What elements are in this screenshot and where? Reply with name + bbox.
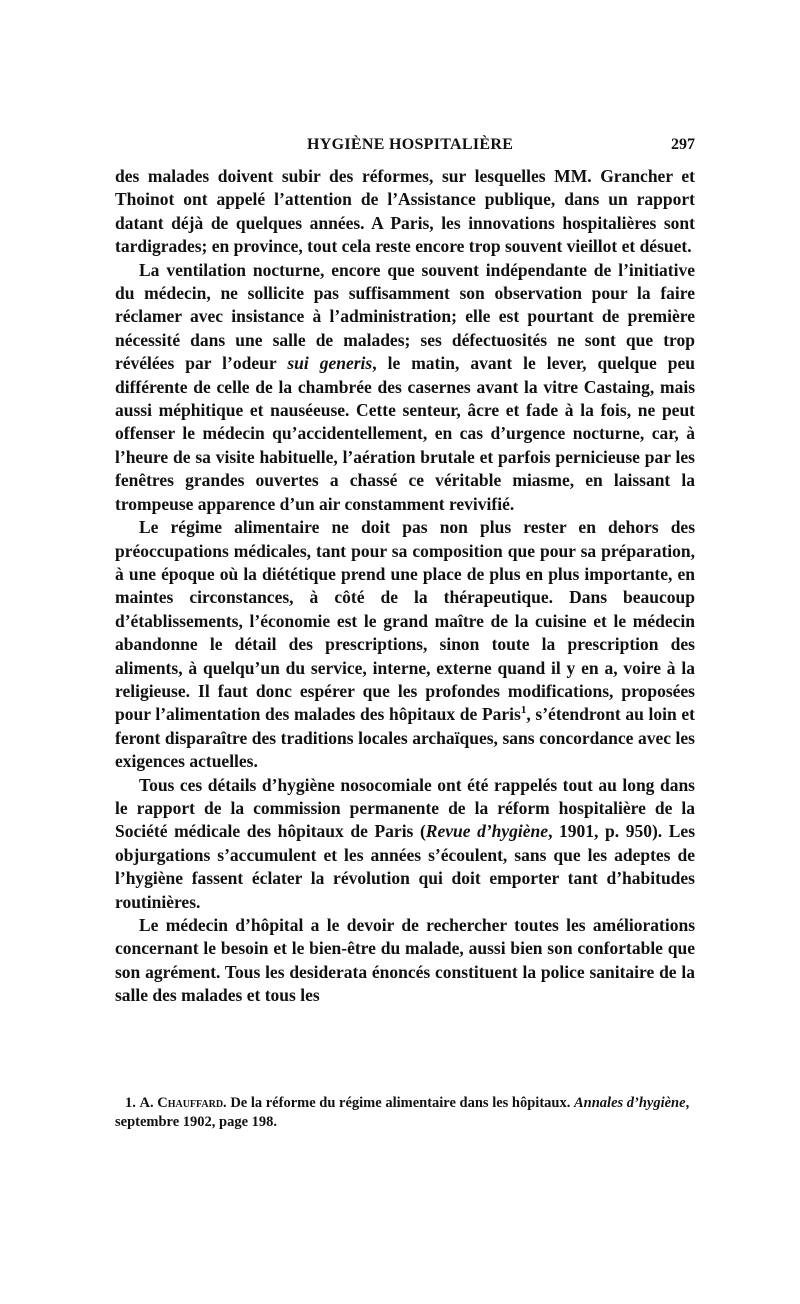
- paragraph-2-italic: sui generis: [287, 353, 373, 374]
- paragraph-4-text-a: Tous ces détails d’hygiène nosocomiale ont été rappelés tout au long dans le rapport de la commission permanente de la réform hospitalière de la Société médicale des hôpitaux de Paris (: [115, 774, 695, 842]
- footnote-author: A. Chauffard.: [139, 1095, 227, 1111]
- footnotes: [115, 1094, 695, 1132]
- running-head: [115, 136, 695, 160]
- paragraph-3-text-b: , s’étendront au loin et feront disparaître des traditions locales archaïques, sans concordance avec les exigences actuelles.: [115, 704, 695, 772]
- paragraph-1: des malades doivent subir des réformes, sur lesquelles MM. Grancher et Thoinot ont appelé l’attention de l’Assistance publique, dans un rapport datant déjà de quelques années. A Paris, les innovations hospitalières sont tardigrades; en province, tout cela reste encore trop souvent vieillot et désuet.: [115, 166, 695, 257]
- footnote-text: De la réforme du régime alimentaire dans les hôpitaux.: [230, 1095, 571, 1111]
- running-title: HYGIÈNE HOSPITALIÈRE: [307, 136, 514, 153]
- page-number: 297: [671, 136, 695, 153]
- paragraph-2: [115, 259, 695, 516]
- book-page: [115, 0, 695, 1304]
- footnote-journal: Annales d’hygiène: [573, 1095, 686, 1111]
- footnote-1: [115, 1094, 695, 1132]
- paragraph-5: Le médecin d’hôpital a le devoir de rechercher toutes les améliorations concernant le besoin et le bien-être du malade, aussi bien son confortable que son agrément. Tous les desiderata énoncés constituent la police sanitaire de la salle des malades et tous les: [115, 915, 695, 1006]
- paragraph-3: [115, 516, 695, 773]
- footnote-rest: , septembre 1902, page 198.: [115, 1095, 690, 1130]
- footnote-number: 1.: [125, 1095, 136, 1111]
- paragraph-4-italic: Revue d’hygiène: [425, 821, 549, 842]
- paragraph-3-text-a: Le régime alimentaire ne doit pas non plus rester en dehors des préoccupations médicales, tant pour sa composition que pour sa préparation, à une époque où la diététique prend une place de plus en plus importante, en maintes circonstances, à côté de la thérapeutique. Dans beaucoup d’établissements, l’économie est le grand maître de la cuisine et le médecin abandonne le détail des prescriptions, sinon toute la prescription des aliments, à quelqu’un du service, interne, externe quand il y en a, voire à la religieuse. Il faut donc espérer que les profondes modifications, proposées pour l’alimentation des malades des hôpitaux de Paris: [115, 517, 695, 725]
- paragraph-2-text-a: La ventilation nocturne, encore que souvent indépendante de l’initiative du médecin, ne sollicite pas suffisamment son observation pour la faire réclamer avec insistance à l’administration; elle est pourtant de première nécessité dans une salle de malades; ses défectuosités ne sont que trop révélées par l’odeur: [115, 259, 695, 374]
- paragraph-4-text-b: , 1901, p. 950). Les objurgations s’accumulent et les années s’écoulent, sans que les adeptes de l’hygiène fassent éclater la révolution qui doit emporter tant d’habitudes routinières.: [115, 821, 696, 912]
- footnote-reference[interactable]: 1: [520, 704, 527, 717]
- body-text: [115, 165, 695, 1008]
- paragraph-2-text-b: , le matin, avant le lever, quelque peu différente de celle de la chambrée des casernes avant la vitre Castaing, mais aussi méphitique et nauséeuse. Cette senteur, âcre et fade à la fois, ne peut offenser le médecin qu’accidentellement, en cas d’urgence nocturne, car, à l’heure de sa visite habituelle, l’aération brutale et parfois pernicieuse par les fenêtres grandes ouvertes a chassé ce véritable miasme, en laissant la trompeuse apparence d’un air constamment revivifié.: [115, 353, 696, 514]
- paragraph-4: [115, 774, 695, 914]
